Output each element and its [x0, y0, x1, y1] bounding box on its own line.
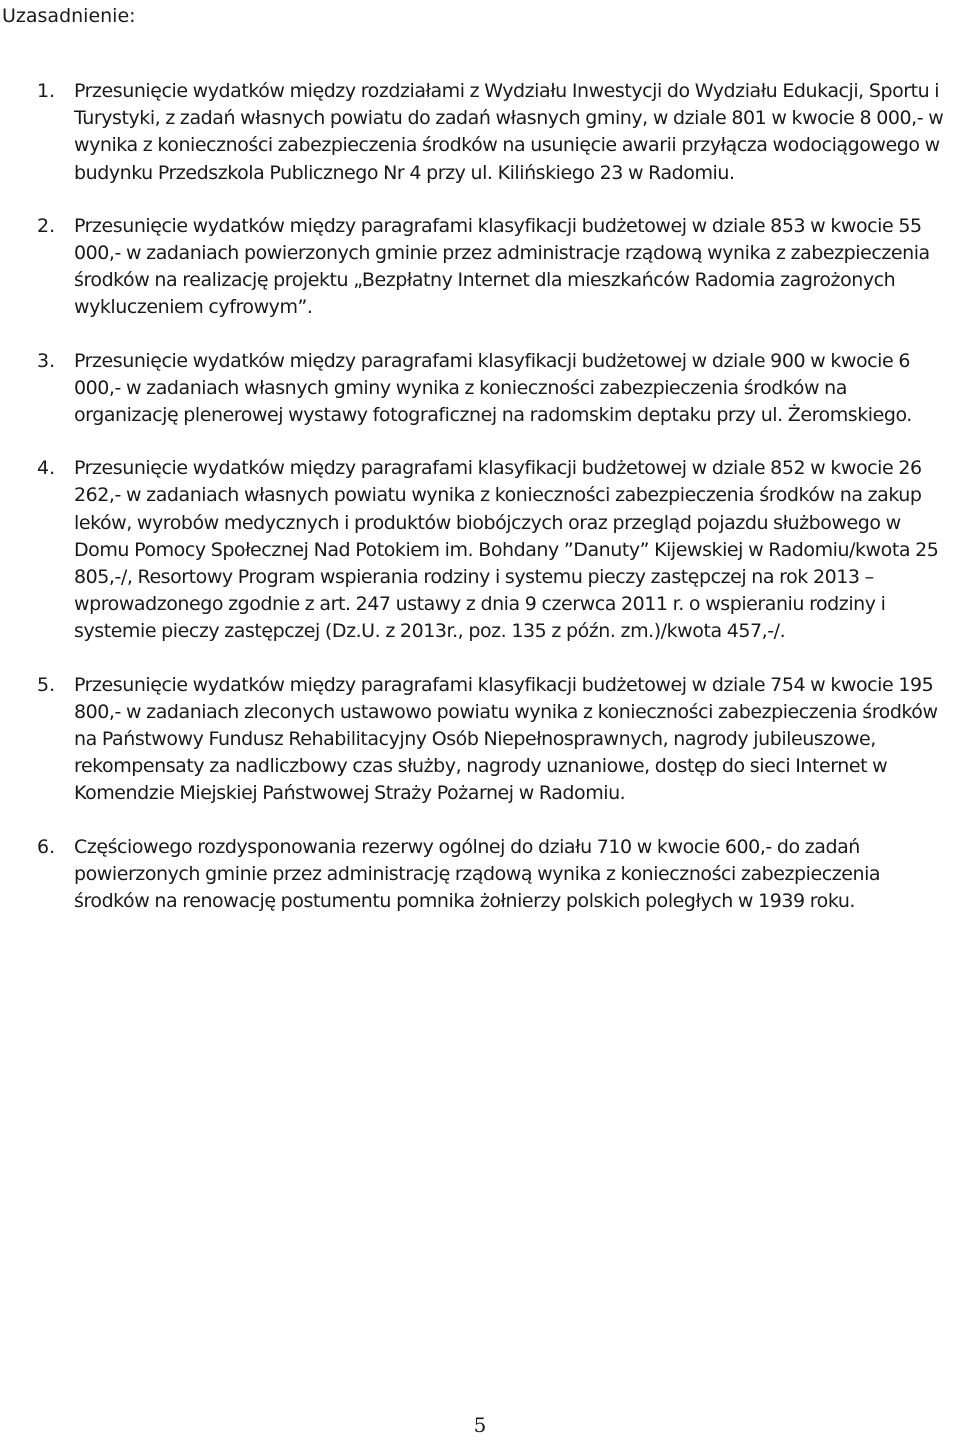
- list-item: [0, 348, 960, 430]
- page-number: 5: [473, 1413, 487, 1437]
- item-text: Przesunięcie wydatków między paragrafami klasyfikacji budżetowej w dziale 852 w kwocie 26 262,- w zadaniach własnych powiatu wynika z konieczności zabezpieczenia środków na zakup leków, wyrobów medycznych i produktów biobójczych oraz przegląd pojazdu służbowego w Domu Pomocy Społecznej Nad Potokiem im. Bohdany ”Danuty” Kijewskiej w Radomiu/kwota 25 805,-/, Resortowy Program wspierania rodziny i systemu pieczy zastępczej na rok 2013 – wprowadzonego zgodnie z art. 247 ustawy z dnia 9 czerwca 2011 r. o wspieraniu rodziny i systemie pieczy zastępczej (Dz.U. z 2013r., poz. 135 z późn. zm.)/kwota 457,-/.: [74, 457, 939, 643]
- item-number: 6.: [37, 835, 56, 858]
- item-text: Przesunięcie wydatków między paragrafami klasyfikacji budżetowej w dziale 900 w kwocie 6 000,- w zadaniach własnych gminy wynika z konieczności zabezpieczenia środków na organizację plenerowej wystawy fotograficznej na radomskim deptaku przy ul. Żeromskiego.: [74, 349, 912, 427]
- item-number: 2.: [37, 214, 56, 237]
- item-number: 1.: [37, 80, 56, 102]
- list-item: [0, 213, 960, 322]
- list-item: [0, 455, 960, 645]
- item-number: 5.: [37, 673, 56, 696]
- item-text: Przesunięcie wydatków między rozdziałami z Wydziału Inwestycji do Wydziału Edukacji, Sportu i Turystyki, z zadań własnych powiatu do zadań własnych gminy, w dziale 801 w kwocie 8 000,- w wynika z konieczności zabezpieczenia środków na usunięcie awarii przyłącza wodociągowego w budynku Przedszkola Publicznego Nr 4 przy ul. Kilińskiego 23 w Radomiu.: [74, 80, 944, 184]
- list-item: [0, 672, 960, 808]
- item-text: Przesunięcie wydatków między paragrafami klasyfikacji budżetowej w dziale 853 w kwocie 55 000,- w zadaniach powierzonych gminie przez administracje rządową wynika z zabezpieczenia środków na realizację projektu „Bezpłatny Internet dla mieszkańców Radomia zagrożonych wykluczeniem cyfrowym”.: [74, 214, 930, 319]
- item-number: 4.: [37, 457, 56, 480]
- item-text: Częściowego rozdysponowania rezerwy ogólnej do działu 710 w kwocie 600,- do zadań powierzonych gminie przez administrację rządową wynika z konieczności zabezpieczenia środków na renowację postumentu pomnika żołnierzy polskich poległych w 1939 roku.: [74, 835, 881, 913]
- document-heading: Uzasadnienie:: [2, 5, 136, 27]
- list-item: [0, 78, 960, 187]
- list-item: [0, 834, 960, 916]
- justification-list: [0, 78, 960, 915]
- item-number: 3.: [37, 349, 56, 372]
- item-text: Przesunięcie wydatków między paragrafami klasyfikacji budżetowej w dziale 754 w kwocie 195 800,- w zadaniach zleconych ustawowo powiatu wynika z konieczności zabezpieczenia środków na Państwowy Fundusz Rehabilitacyjny Osób Niepełnosprawnych, nagrody jubileuszowe, rekompensaty za nadliczbowy czas służby, nagrody uznaniowe, dostęp do sieci Internet w Komendzie Miejskiej Państwowej Straży Pożarnej w Radomiu.: [74, 673, 938, 805]
